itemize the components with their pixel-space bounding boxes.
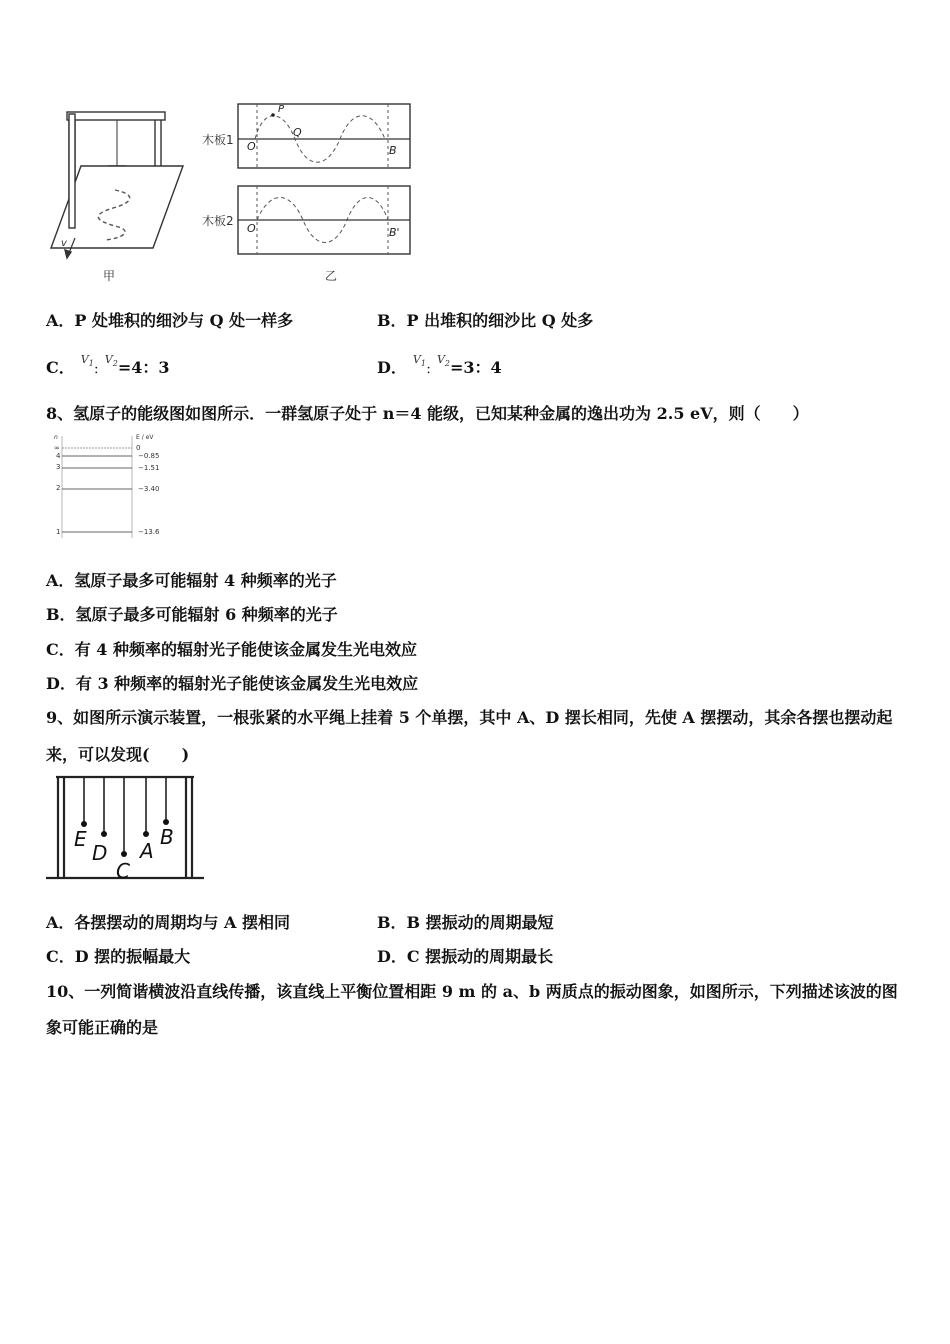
label-q: Q bbox=[293, 126, 302, 139]
label-p: P bbox=[278, 104, 285, 115]
level-e-inf: 0 bbox=[136, 444, 141, 452]
board-1-label: 木板1 bbox=[202, 133, 234, 147]
q9-stem-line2: 来，可以发现( ) bbox=[46, 745, 190, 764]
q7-option-a: A．P 处堆积的细沙与 Q 处一样多 bbox=[46, 311, 294, 330]
board-1 bbox=[238, 104, 410, 168]
e-header: E / eV bbox=[136, 434, 154, 441]
q7-d-sub1: 1 bbox=[420, 359, 426, 368]
level-e-1: −13.6 bbox=[138, 528, 160, 536]
q7-d-sub2: 2 bbox=[444, 359, 450, 368]
q7-c-sub1: 1 bbox=[88, 359, 94, 368]
q7-d-v2: V bbox=[436, 353, 445, 366]
q8-option-b: B．氢原子最多可能辐射 6 种频率的光子 bbox=[46, 605, 338, 624]
level-n-4: 4 bbox=[56, 452, 61, 460]
level-n-inf: ∞ bbox=[54, 444, 60, 452]
pendulum-label-c: C bbox=[116, 859, 130, 883]
q7-c-v1: V bbox=[80, 353, 89, 366]
q7-d-v1: V bbox=[412, 353, 421, 366]
energy-level-diagram bbox=[50, 432, 180, 542]
q9-stem-line1: 9、如图所示演示装置，一根张紧的水平绳上挂着 5 个单摆，其中 A、D 摆长相同，先使 A 摆摆动，其余各摆也摆动起 bbox=[46, 708, 893, 727]
sand-pendulum-svg bbox=[45, 98, 415, 288]
level-e-3: −1.51 bbox=[138, 464, 160, 472]
q8-option-d: D．有 3 种频率的辐射光子能使该金属发生光电效应 bbox=[46, 674, 419, 693]
pendulum-label-d: D bbox=[92, 841, 108, 865]
q7-option-d bbox=[377, 353, 502, 381]
q7-d-ratio: =3：4 bbox=[449, 358, 502, 377]
pendulum-label-b: B bbox=[160, 825, 174, 849]
pendulum-label-a: A bbox=[140, 839, 154, 863]
q10-stem-line2: 象可能正确的是 bbox=[46, 1018, 159, 1037]
q8-stem: 8、氢原子的能级图如图所示．一群氢原子处于 n＝4 能级，已知某种金属的逸出功为 2.5 eV，则（ ） bbox=[46, 404, 809, 423]
level-e-2: −3.40 bbox=[138, 485, 160, 493]
pendulum-array-figure bbox=[44, 774, 206, 884]
sand-pendulum-figure bbox=[45, 98, 415, 288]
label-b: B bbox=[389, 144, 397, 157]
label-o1: O bbox=[247, 140, 256, 153]
q9-option-c: C．D 摆的振幅最大 bbox=[46, 947, 191, 966]
board-2 bbox=[238, 186, 410, 254]
q7-d-sep: ： bbox=[425, 363, 437, 376]
q9-option-a: A．各摆摆动的周期均与 A 摆相同 bbox=[46, 913, 290, 932]
velocity-label: v bbox=[61, 238, 67, 249]
caption-jia: 甲 bbox=[103, 269, 116, 283]
caption-yi: 乙 bbox=[325, 269, 338, 283]
board-2-label: 木板2 bbox=[202, 214, 234, 228]
q7-d-prefix: D． bbox=[377, 358, 407, 377]
q8-option-c: C．有 4 种频率的辐射光子能使该金属发生光电效应 bbox=[46, 640, 418, 659]
q7-c-ratio: =4：3 bbox=[117, 358, 170, 377]
q10-stem-line1: 10、一列简谐横波沿直线传播，该直线上平衡位置相距 9 m 的 a、b 两质点的振动图象，如图所示，下列描述该波的图 bbox=[46, 982, 898, 1001]
q7-c-sep: ： bbox=[93, 363, 105, 376]
q7-option-c bbox=[46, 353, 170, 381]
level-e-4: −0.85 bbox=[138, 452, 160, 460]
q7-c-v2: V bbox=[104, 353, 113, 366]
level-n-1: 1 bbox=[56, 528, 61, 536]
frame-apparatus bbox=[51, 112, 183, 258]
q9-option-b: B．B 摆振动的周期最短 bbox=[377, 913, 554, 932]
pendulum-label-e: E bbox=[74, 827, 87, 851]
q8-option-a: A．氢原子最多可能辐射 4 种频率的光子 bbox=[46, 571, 337, 590]
level-n-3: 3 bbox=[56, 463, 61, 471]
label-o2: O bbox=[247, 222, 256, 235]
q9-option-d: D．C 摆振动的周期最长 bbox=[377, 947, 554, 966]
q7-c-sub2: 2 bbox=[112, 359, 118, 368]
n-header: n bbox=[54, 434, 58, 441]
label-b-prime: B' bbox=[389, 226, 400, 239]
q7-option-b: B．P 出堆积的细沙比 Q 处多 bbox=[377, 311, 594, 330]
q7-c-prefix: C． bbox=[46, 358, 75, 377]
energy-level-svg bbox=[50, 432, 180, 542]
pendulum-array-svg bbox=[44, 774, 206, 884]
level-n-2: 2 bbox=[56, 484, 61, 492]
